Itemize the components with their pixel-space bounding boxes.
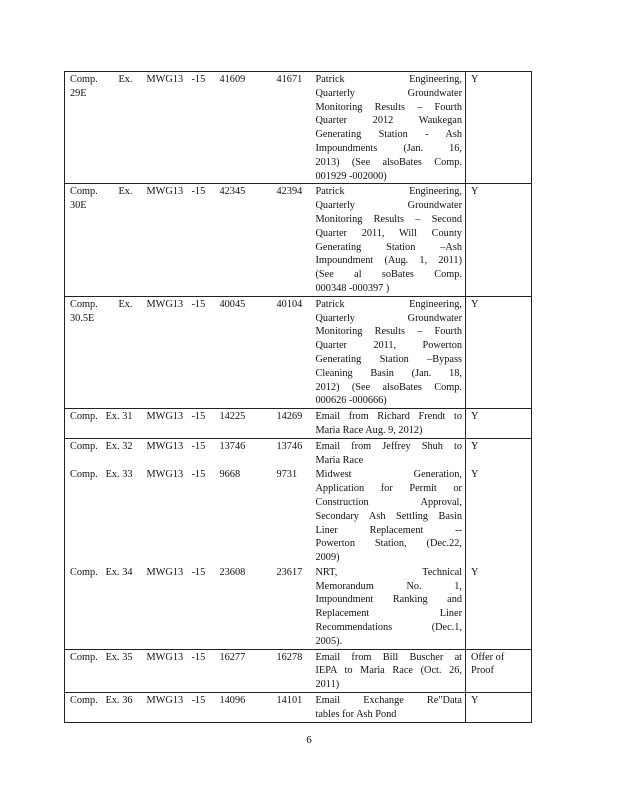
exhibit-number: Ex. [118, 186, 133, 198]
description-line: Generating Station –Ash [315, 241, 462, 253]
bates-start-cell: 14096 [215, 693, 272, 723]
deposition-cell: MWG13 [142, 438, 187, 467]
exhibit-number: Ex. 34 [105, 566, 133, 578]
deposition-suffix-cell: -15 [187, 438, 215, 467]
description-line: Email from Richard Frendt to [315, 411, 462, 423]
table-row [65, 409, 532, 439]
bates-start-cell: 16277 [215, 649, 272, 692]
description-line: Quarter 2012 Waukegan [315, 115, 462, 127]
exhibit-label [70, 440, 139, 454]
exhibit-table [64, 71, 532, 723]
table-row [65, 296, 532, 408]
description-line: Monitoring Results – Fourth [315, 101, 462, 113]
page-number: 6 [306, 734, 312, 746]
description-line: Monitoring Results – Fourth [315, 326, 462, 338]
admitted-cell: Y [466, 467, 532, 565]
description-cell [311, 649, 466, 692]
bates-start-cell: 13746 [215, 438, 272, 467]
exhibit-number: Ex. 35 [105, 651, 133, 663]
description-line: Liner Replacement -- [315, 524, 462, 536]
exhibit-cell [65, 649, 142, 692]
description-line: Construction Approval, [315, 496, 462, 508]
deposition-suffix-cell: -15 [187, 72, 215, 184]
description-line: Maria Race Aug. 9, 2012) [315, 424, 423, 436]
description-line: 2013) (See alsoBates Comp. [315, 156, 462, 168]
description-line: Patrick Engineering, [315, 186, 462, 198]
bates-end-cell: 14269 [272, 409, 311, 439]
admitted-cell: Y [466, 409, 532, 439]
admitted-cell: Y [466, 565, 532, 649]
description-line: Monitoring Results – Second [315, 213, 462, 225]
admitted-cell: Y [466, 438, 532, 467]
exhibit-prefix: Comp. [70, 440, 98, 452]
description-line: 001929 -002000) [315, 170, 387, 182]
table-row [65, 184, 532, 296]
exhibit-suffix: 29E [70, 87, 87, 99]
deposition-cell: MWG13 [142, 649, 187, 692]
description-line: Powerton Station, (Dec.22, [315, 538, 462, 550]
table-row [65, 565, 532, 649]
description-line: Generating Station –Bypass [315, 353, 462, 365]
description-line: Quarterly Groundwater [315, 200, 462, 212]
table-row [65, 649, 532, 692]
table-row [65, 72, 532, 184]
exhibit-cell [65, 296, 142, 408]
bates-end-cell: 16278 [272, 649, 311, 692]
description-line: IEPA to Maria Race (Oct. 26, [315, 665, 462, 677]
exhibit-label [70, 694, 139, 708]
exhibit-cell [65, 409, 142, 439]
exhibit-number: Ex. 33 [105, 469, 133, 481]
exhibit-prefix: Comp. [70, 651, 98, 663]
description-line: Patrick Engineering, [315, 298, 462, 310]
description-cell [311, 184, 466, 296]
description-line: Quarter 2011, Will County [315, 227, 462, 239]
deposition-suffix-cell: -15 [187, 296, 215, 408]
admitted-cell: Y [466, 296, 532, 408]
exhibit-label [70, 410, 139, 424]
exhibit-number: Ex. [118, 298, 133, 310]
exhibit-cell [65, 72, 142, 184]
description-line: Patrick Engineering, [315, 74, 462, 85]
exhibit-prefix: Comp. [70, 74, 98, 85]
deposition-suffix-cell: -15 [191, 469, 206, 481]
exhibit-cell [65, 565, 142, 649]
exhibit-prefix: Comp. [70, 411, 98, 423]
deposition-cell: MWG13 [146, 469, 184, 481]
exhibit-label [70, 185, 139, 199]
description-line: Quarterly Groundwater [315, 312, 462, 324]
description-line: 2009) [315, 552, 340, 564]
deposition-cell: MWG13 [142, 693, 187, 723]
description-cell [311, 409, 466, 439]
deposition-cell: MWG13 [142, 184, 187, 296]
description-line: Generating Station - Ash [315, 129, 462, 141]
description-line: Email from Jeffrey Shuh to [315, 440, 462, 452]
admitted-cell: Y [466, 72, 532, 184]
table-row [65, 438, 532, 467]
description-line: NRT, Technical [315, 566, 462, 578]
description-line: 2011) [315, 679, 340, 691]
description-line: Application for Permit or [315, 483, 462, 495]
admitted-cell: Offer of Proof [466, 649, 532, 692]
bates-end-cell: 14101 [272, 693, 311, 723]
exhibit-prefix: Comp. [70, 186, 98, 198]
deposition-cell: MWG13 [142, 409, 187, 439]
exhibit-suffix: 30E [70, 200, 87, 212]
description-cell [311, 693, 466, 723]
exhibit-cell [65, 438, 142, 467]
description-line: 2005). [315, 635, 343, 647]
table-row [65, 467, 532, 565]
exhibit-suffix: 30.5E [70, 312, 95, 324]
description-line: Memorandum No. 1, [315, 580, 462, 592]
description-line: 000348 -000397 ) [315, 282, 390, 294]
description-line: Email Exchange Re"Data [315, 695, 462, 707]
exhibit-label [70, 651, 139, 665]
exhibit-prefix: Comp. [70, 566, 98, 578]
description-cell [311, 438, 466, 467]
exhibit-cell [65, 184, 142, 296]
description-line: (See al soBates Comp. [315, 269, 462, 281]
deposition-suffix-cell: -15 [187, 409, 215, 439]
description-line: 2012) (See alsoBates Comp. [315, 381, 462, 393]
deposition-suffix-cell: -15 [191, 566, 206, 578]
bates-end-cell: 40104 [272, 296, 311, 408]
description-cell [311, 72, 466, 184]
description-line: tables for Ash Pond [315, 708, 397, 720]
admitted-cell: Y [466, 693, 532, 723]
description-line: Impoundment (Aug. 1, 2011) [315, 255, 462, 267]
admitted-cell: Y [466, 184, 532, 296]
exhibit-label [70, 298, 139, 312]
table-row [65, 693, 532, 723]
bates-end-cell: 23617 [276, 566, 303, 578]
description-line: Recommendations (Dec.1, [315, 622, 462, 634]
description-cell [311, 565, 466, 649]
exhibit-prefix: Comp. [70, 469, 98, 481]
description-line: Quarterly Groundwater [315, 87, 462, 99]
bates-end-cell: 9731 [276, 469, 298, 481]
description-line: 000626 -000666) [315, 395, 387, 407]
exhibit-label [70, 73, 139, 87]
exhibit-number: Ex. 32 [105, 440, 133, 452]
bates-end-cell: 13746 [272, 438, 311, 467]
exhibit-label [70, 468, 139, 482]
bates-start-cell: 23608 [219, 566, 246, 578]
bates-start-cell: 9668 [219, 469, 241, 481]
description-line: Maria Race [315, 454, 364, 466]
description-line: Midwest Generation, [315, 469, 462, 481]
bates-start-cell: 14225 [215, 409, 272, 439]
description-line: Impoundment Ranking and [315, 594, 462, 606]
description-line: Secondary Ash Settling Basin [315, 510, 462, 522]
description-line: Impoundments (Jan. 16, [315, 142, 462, 154]
deposition-suffix-cell: -15 [187, 184, 215, 296]
bates-end-cell: 42394 [272, 184, 311, 296]
exhibit-number: Ex. 36 [105, 695, 133, 707]
exhibit-cell [65, 693, 142, 723]
deposition-cell: MWG13 [146, 566, 184, 578]
description-cell [311, 296, 466, 408]
deposition-cell: MWG13 [142, 296, 187, 408]
description-line: Email from Bill Buscher at [315, 651, 462, 663]
description-line: Replacement Liner [315, 608, 462, 620]
deposition-suffix-cell: -15 [187, 693, 215, 723]
bates-start-cell: 41609 [215, 72, 272, 184]
exhibit-number: Ex. 31 [105, 411, 133, 423]
description-line: Quarter 2011, Powerton [315, 340, 462, 352]
exhibit-label [70, 566, 139, 580]
description-cell [311, 467, 466, 565]
deposition-cell: MWG13 [142, 72, 187, 184]
exhibit-table-body [65, 72, 532, 723]
deposition-suffix-cell: -15 [187, 649, 215, 692]
exhibit-prefix: Comp. [70, 695, 98, 707]
bates-start-cell: 40045 [215, 296, 272, 408]
description-line: Cleaning Basin (Jan. 18, [315, 367, 462, 379]
exhibit-prefix: Comp. [70, 298, 98, 310]
exhibit-number: Ex. [118, 74, 133, 85]
bates-end-cell: 41671 [272, 72, 311, 184]
bates-start-cell: 42345 [215, 184, 272, 296]
exhibit-cell [65, 467, 142, 565]
